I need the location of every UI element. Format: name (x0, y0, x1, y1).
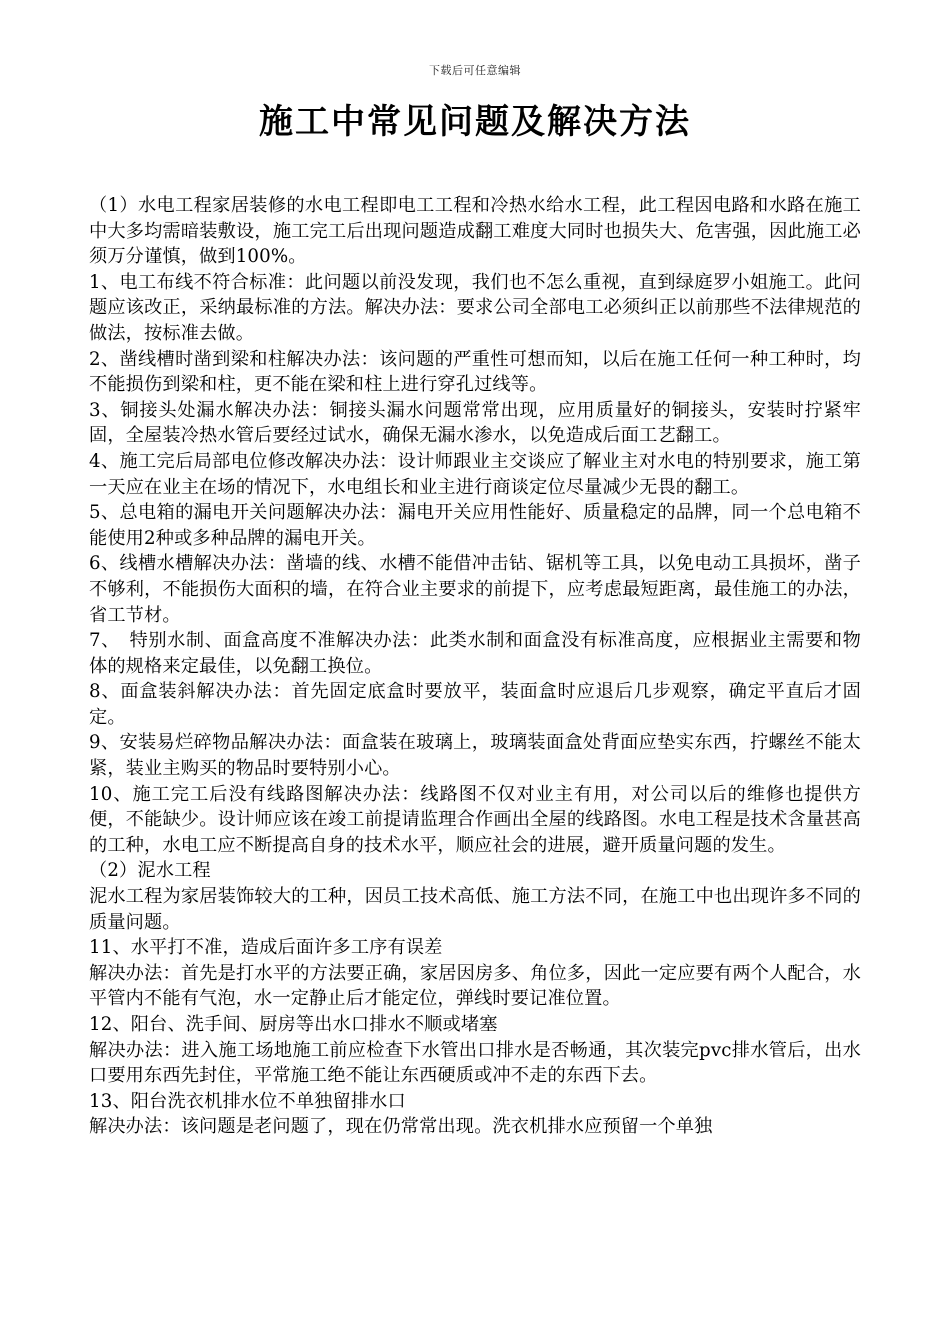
document-body (89, 193, 861, 1140)
paragraph-item-12-problem: 12、阳台、洗手间、厨房等出水口排水不顺或堵塞 (89, 1014, 498, 1035)
paragraph-masonry-intro: 泥水工程为家居装饰较大的工种，因员工技术高低、施工方法不同，在施工中也出现许多不同的质量问题。 (89, 886, 861, 933)
paragraph-item-3: 3、铜接头处漏水解决办法：铜接头漏水问题常常出现，应用质量好的铜接头，安装时拧紧牢固，全屋装冷热水管后要经过试水，确保无漏水渗水，以免造成后面工艺翻工。 (89, 399, 861, 447)
paragraph-item-13-problem: 13、阳台洗衣机排水位不单独留排水口 (89, 1090, 406, 1112)
header-note: 下载后可任意编辑 (429, 64, 521, 77)
section-heading-masonry: （2）泥水工程 (89, 860, 211, 882)
document-title: 施工中常见问题及解决方法 (259, 102, 691, 142)
paragraph-item-1: 1、电工布线不符合标准：此问题以前没发现，我们也不怎么重视，直到绿庭罗小姐施工。此问题应该改正，采纳最标准的方法。解决办法：要求公司全部电工必须纠正以前那些不法律规范的做法，按标准去做。 (89, 271, 861, 344)
paragraph-item-7: 7、 特别水制、面盒高度不准解决办法：此类水制和面盒没有标准高度，应根据业主需要和物体的规格来定最佳，以免翻工换位。 (89, 630, 861, 677)
paragraph-item-4: 4、施工完后局部电位修改解决办法：设计师跟业主交谈应了解业主对水电的特别要求，施工第一天应在业主在场的情况下，水电组长和业主进行商谈定位尽量减少无畏的翻工。 (89, 450, 861, 498)
paragraph-item-2: 2、凿线槽时凿到梁和柱解决办法：该问题的严重性可想而知，以后在施工任何一种工种时，均不能损伤到梁和柱，更不能在梁和柱上进行穿孔过线等。 (89, 348, 861, 396)
paragraph-item-6: 6、线槽水槽解决办法：凿墙的线、水槽不能借冲击钻、锯机等工具，以免电动工具损坏，凿子不够利，不能损伤大面积的墙，在符合业主要求的前提下，应考虑最短距离，最佳施工的办法，省工节材。 (89, 553, 861, 626)
paragraph-item-9: 9、安装易烂碎物品解决办法：面盒装在玻璃上，玻璃装面盒处背面应垫实东西，拧螺丝不能太紧，装业主购买的物品时要特别小心。 (89, 732, 861, 780)
paragraph-item-11-problem: 11、水平打不准，造成后面许多工序有误差 (89, 937, 443, 959)
paragraph-item-5: 5、总电箱的漏电开关问题解决办法：漏电开关应用性能好、质量稳定的品牌，同一个总电箱不能使用2种或多种品牌的漏电开关。 (89, 502, 861, 549)
paragraph-item-13-solution: 解决办法：该问题是老问题了，现在仍常常出现。洗衣机排水应预留一个单独 (89, 1116, 713, 1138)
paragraph-item-12-solution: 解决办法：进入施工场地施工前应检查下水管出口排水是否畅通，其次装完pvc排水管后，出水口要用东西先封住，平常施工绝不能让东西硬质或冲不走的东西下去。 (89, 1039, 861, 1087)
paragraph-item-11-solution: 解决办法：首先是打水平的方法要正确，家居因房多、角位多，因此一定应要有两个人配合，水平管内不能有气泡，水一定静止后才能定位，弹线时要记准位置。 (89, 962, 861, 1010)
paragraph-intro-water-electric: （1）水电工程家居装修的水电工程即电工工程和冷热水给水工程，此工程因电路和水路在施工中大多均需暗装敷设，施工完工后出现问题造成翻工难度大同时也损失大、危害强，因此施工必须万分谨慎，做到100%。 (89, 195, 861, 268)
paragraph-item-8: 8、面盒装斜解决办法：首先固定底盒时要放平，装面盒时应退后几步观察，确定平直后才固定。 (89, 681, 861, 728)
paragraph-item-10: 10、施工完工后没有线路图解决办法：线路图不仅对业主有用，对公司以后的维修也提供方便，不能缺少。设计师应该在竣工前提请监理合作画出全屋的线路图。水电工程是技术含量甚高的工种，水电工应不断提高自身的技术水平，顺应社会的进展，避开质量问题的发生。 (89, 783, 861, 856)
